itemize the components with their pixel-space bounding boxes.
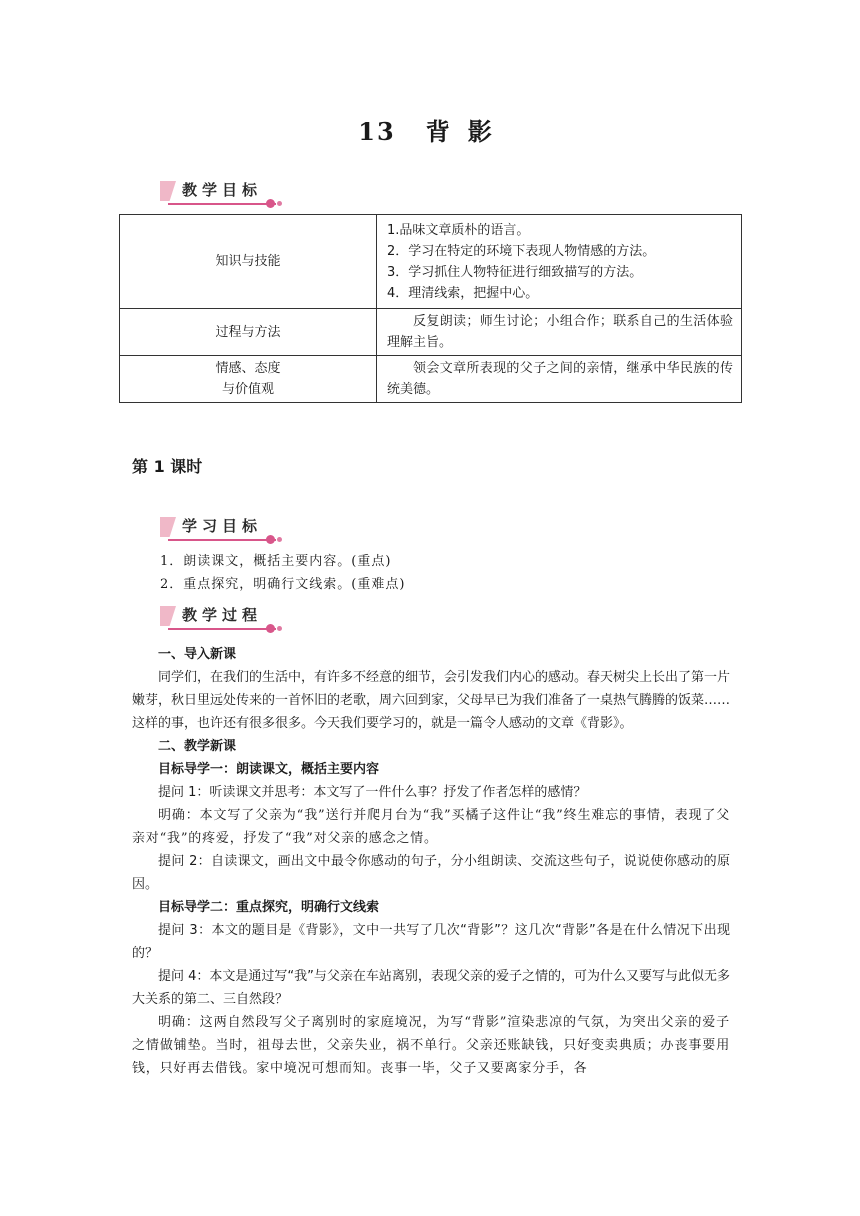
- row-content-knowledge: [377, 215, 742, 309]
- subsection-heading: 目标导学一：朗读课文，概括主要内容: [158, 762, 380, 777]
- banner-dot-small: [277, 201, 282, 206]
- list-item: 2．重点探究，明确行文线索。(重难点): [160, 577, 406, 592]
- row-content-attitude: 领会文章所表现的父子之间的亲情，继承中华民族的传统美德。: [377, 356, 742, 403]
- teaching-goals-table: [119, 214, 742, 403]
- teaching-goals-banner: [160, 178, 284, 208]
- banner-underline: [168, 628, 276, 630]
- lesson-number: 13: [358, 117, 396, 146]
- subsection-heading: 目标导学二：重点探究，明确行文线索: [158, 900, 380, 915]
- question: 提问 1：听读课文并思考：本文写了一件什么事？抒发了作者怎样的感情？: [158, 785, 587, 800]
- question: 提问 3：本文的题目是《背影》，文中一共写了几次“背影”？这几次“背影”各是在什么情况下出现的？: [132, 923, 730, 961]
- banner-underline: [168, 539, 276, 541]
- banner-label: 教学目标: [182, 181, 263, 199]
- row-label-attitude: 情感、态度 与价值观: [120, 356, 377, 403]
- row-label-knowledge: 知识与技能: [120, 215, 377, 309]
- banner-dot: [266, 624, 275, 633]
- banner-tab-shape: [160, 517, 176, 537]
- section-heading: 二、教学新课: [158, 739, 237, 754]
- banner-tab-shape: [160, 181, 176, 201]
- teaching-process-banner: [160, 603, 284, 633]
- banner-dot: [266, 535, 275, 544]
- section-heading: 一、导入新课: [158, 647, 237, 662]
- banner-label: 教学过程: [182, 606, 263, 624]
- page-title: [0, 112, 860, 147]
- banner-dot: [266, 199, 275, 208]
- table-row: [120, 215, 742, 309]
- banner-underline: [168, 203, 276, 205]
- question: 提问 4：本文是通过写“我”与父亲在车站离别，表现父亲的爱子之情的，可为什么又要写与此似无多大关系的第二、三自然段？: [132, 969, 730, 1007]
- answer: 明确：本文写了父亲为“我”送行并爬月台为“我”买橘子这件让“我”终生难忘的事情，表现了父亲对“我”的疼爱，抒发了“我”对父亲的感念之情。: [132, 808, 730, 846]
- learning-goals-list: [160, 550, 405, 596]
- body-text: [132, 643, 730, 1080]
- list-item: 3．学习抓住人物特征进行细致描写的方法。: [387, 264, 643, 280]
- banner-dot-small: [277, 626, 282, 631]
- list-item: 2．学习在特定的环境下表现人物情感的方法。: [387, 243, 656, 259]
- row-label-process: 过程与方法: [120, 309, 377, 356]
- list-item: 1．朗读课文，概括主要内容。(重点): [160, 554, 392, 569]
- banner-label: 学习目标: [182, 517, 263, 535]
- learning-goals-banner: [160, 514, 284, 544]
- answer: 明确：这两自然段写父子离别时的家庭境况，为写“背影”渲染悲凉的气氛，为突出父亲的爱子之情做铺垫。当时，祖母去世，父亲失业，祸不单行。父亲还账缺钱，只好变卖典质；办丧事要用钱，只好再去借钱。家中境况可想而知。丧事一毕，父子又要离家分手，各: [132, 1015, 730, 1076]
- banner-tab-shape: [160, 606, 176, 626]
- title-char-1: 背: [425, 117, 452, 146]
- row-content-process: 反复朗读；师生讨论；小组合作；联系自己的生活体验理解主旨。: [377, 309, 742, 356]
- table-row: [120, 309, 742, 356]
- table-row: [120, 356, 742, 403]
- banner-dot-small: [277, 537, 282, 542]
- paragraph: 同学们，在我们的生活中，有许多不经意的细节，会引发我们内心的感动。春天树尖上长出了第一片嫩芽，秋日里远处传来的一首怀旧的老歌，周六回到家，父母早已为我们准备了一桌热气腾腾的饭菜……这样的事，也许还有很多很多。今天我们要学习的，就是一篇令人感动的文章《背影》。: [132, 670, 731, 731]
- list-item: 4．理清线索，把握中心。: [387, 285, 539, 301]
- title-char-2: 影: [467, 117, 494, 146]
- list-item: 1.品味文章质朴的语言。: [387, 222, 530, 238]
- question: 提问 2：自读课文，画出文中最令你感动的句子，分小组朗读、交流这些句子，说说使你感动的原因。: [132, 854, 730, 892]
- lesson-heading: 第 1 课时: [132, 457, 203, 476]
